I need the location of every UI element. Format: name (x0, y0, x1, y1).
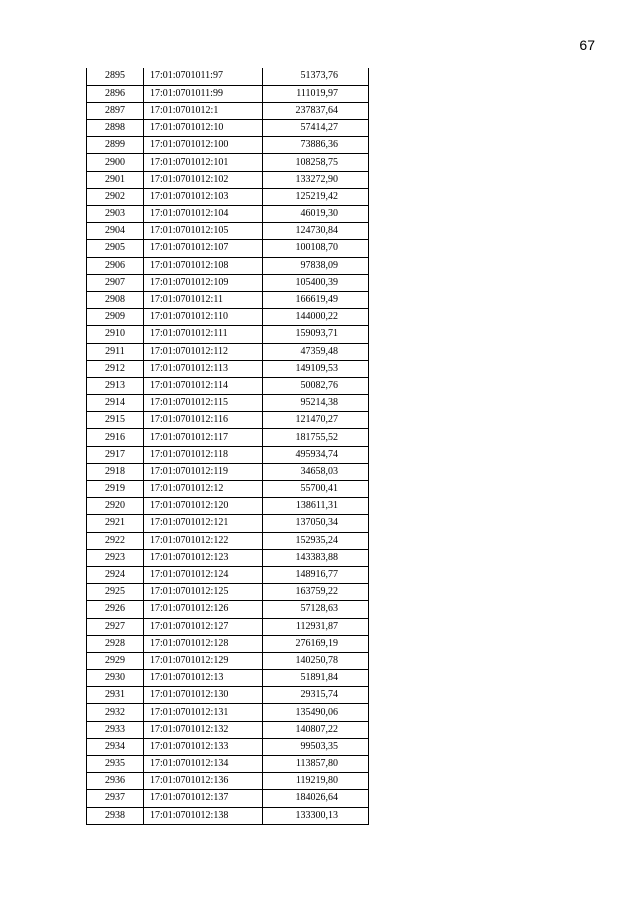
table-row (87, 790, 369, 807)
value-cell: 184026,64 (263, 790, 369, 807)
row-number-cell: 2921 (87, 515, 144, 532)
row-number-cell: 2924 (87, 566, 144, 583)
row-number-cell: 2913 (87, 377, 144, 394)
table-row (87, 670, 369, 687)
row-number-cell: 2933 (87, 721, 144, 738)
value-cell: 51891,84 (263, 670, 369, 687)
value-cell: 163759,22 (263, 584, 369, 601)
cadastral-number-cell: 17:01:0701012:118 (144, 446, 263, 463)
value-cell: 144000,22 (263, 309, 369, 326)
value-cell: 140807,22 (263, 721, 369, 738)
table-row (87, 807, 369, 824)
row-number-cell: 2904 (87, 223, 144, 240)
table-row (87, 463, 369, 480)
cadastral-number-cell: 17:01:0701012:104 (144, 206, 263, 223)
table-row (87, 618, 369, 635)
row-number-cell: 2906 (87, 257, 144, 274)
row-number-cell: 2917 (87, 446, 144, 463)
value-cell: 121470,27 (263, 412, 369, 429)
cadastral-number-cell: 17:01:0701012:134 (144, 756, 263, 773)
row-number-cell: 2937 (87, 790, 144, 807)
cadastral-number-cell: 17:01:0701012:121 (144, 515, 263, 532)
row-number-cell: 2936 (87, 773, 144, 790)
row-number-cell: 2926 (87, 601, 144, 618)
table-row (87, 446, 369, 463)
cadastral-number-cell: 17:01:0701012:138 (144, 807, 263, 824)
cadastral-number-cell: 17:01:0701012:136 (144, 773, 263, 790)
row-number-cell: 2896 (87, 85, 144, 102)
cadastral-number-cell: 17:01:0701012:131 (144, 704, 263, 721)
table-row (87, 635, 369, 652)
cadastral-number-cell: 17:01:0701012:102 (144, 171, 263, 188)
value-cell: 108258,75 (263, 154, 369, 171)
value-cell: 51373,76 (263, 68, 369, 85)
value-cell: 55700,41 (263, 481, 369, 498)
value-cell: 133300,13 (263, 807, 369, 824)
cadastral-number-cell: 17:01:0701012:115 (144, 395, 263, 412)
table-row (87, 309, 369, 326)
value-cell: 135490,06 (263, 704, 369, 721)
cadastral-number-cell: 17:01:0701012:132 (144, 721, 263, 738)
table-row (87, 532, 369, 549)
cadastral-number-cell: 17:01:0701012:117 (144, 429, 263, 446)
value-cell: 148916,77 (263, 566, 369, 583)
table-row (87, 360, 369, 377)
row-number-cell: 2927 (87, 618, 144, 635)
table-row (87, 257, 369, 274)
table-row (87, 687, 369, 704)
row-number-cell: 2930 (87, 670, 144, 687)
cadastral-number-cell: 17:01:0701012:133 (144, 738, 263, 755)
value-cell: 105400,39 (263, 274, 369, 291)
row-number-cell: 2938 (87, 807, 144, 824)
cadastral-number-cell: 17:01:0701012:126 (144, 601, 263, 618)
cadastral-number-cell: 17:01:0701012:124 (144, 566, 263, 583)
value-cell: 47359,48 (263, 343, 369, 360)
value-cell: 113857,80 (263, 756, 369, 773)
cadastral-number-cell: 17:01:0701012:103 (144, 188, 263, 205)
value-cell: 181755,52 (263, 429, 369, 446)
table-row (87, 549, 369, 566)
table-row (87, 154, 369, 171)
cadastral-number-cell: 17:01:0701012:113 (144, 360, 263, 377)
value-cell: 159093,71 (263, 326, 369, 343)
table-row (87, 704, 369, 721)
table-row (87, 137, 369, 154)
table-row (87, 102, 369, 119)
value-cell: 97838,09 (263, 257, 369, 274)
row-number-cell: 2923 (87, 549, 144, 566)
cadastral-number-cell: 17:01:0701012:114 (144, 377, 263, 394)
table-row (87, 721, 369, 738)
row-number-cell: 2903 (87, 206, 144, 223)
table-row (87, 395, 369, 412)
table-row (87, 188, 369, 205)
value-cell: 133272,90 (263, 171, 369, 188)
table-row (87, 377, 369, 394)
row-number-cell: 2910 (87, 326, 144, 343)
cadastral-number-cell: 17:01:0701012:105 (144, 223, 263, 240)
cadastral-number-cell: 17:01:0701012:13 (144, 670, 263, 687)
cadastral-number-cell: 17:01:0701012:112 (144, 343, 263, 360)
row-number-cell: 2907 (87, 274, 144, 291)
cadastral-number-cell: 17:01:0701012:129 (144, 652, 263, 669)
table-row (87, 773, 369, 790)
value-cell: 495934,74 (263, 446, 369, 463)
cadastral-number-cell: 17:01:0701012:107 (144, 240, 263, 257)
value-cell: 137050,34 (263, 515, 369, 532)
table-row (87, 120, 369, 137)
row-number-cell: 2902 (87, 188, 144, 205)
cadastral-number-cell: 17:01:0701012:128 (144, 635, 263, 652)
cadastral-number-cell: 17:01:0701012:130 (144, 687, 263, 704)
row-number-cell: 2897 (87, 102, 144, 119)
table-row (87, 601, 369, 618)
row-number-cell: 2912 (87, 360, 144, 377)
row-number-cell: 2920 (87, 498, 144, 515)
row-number-cell: 2899 (87, 137, 144, 154)
cadastral-number-cell: 17:01:0701011:99 (144, 85, 263, 102)
page-number: 67 (579, 37, 595, 53)
value-cell: 119219,80 (263, 773, 369, 790)
cadastral-number-cell: 17:01:0701012:125 (144, 584, 263, 601)
cadastral-number-cell: 17:01:0701012:1 (144, 102, 263, 119)
row-number-cell: 2934 (87, 738, 144, 755)
cadastral-number-cell: 17:01:0701012:137 (144, 790, 263, 807)
cadastral-number-cell: 17:01:0701012:101 (144, 154, 263, 171)
cadastral-number-cell: 17:01:0701012:110 (144, 309, 263, 326)
value-cell: 140250,78 (263, 652, 369, 669)
row-number-cell: 2915 (87, 412, 144, 429)
value-cell: 100108,70 (263, 240, 369, 257)
value-cell: 149109,53 (263, 360, 369, 377)
table-row (87, 566, 369, 583)
row-number-cell: 2918 (87, 463, 144, 480)
table-row (87, 326, 369, 343)
value-cell: 95214,38 (263, 395, 369, 412)
table-row (87, 274, 369, 291)
value-cell: 152935,24 (263, 532, 369, 549)
value-cell: 29315,74 (263, 687, 369, 704)
cadastral-number-cell: 17:01:0701011:97 (144, 68, 263, 85)
table-row (87, 223, 369, 240)
value-cell: 166619,49 (263, 291, 369, 308)
value-cell: 125219,42 (263, 188, 369, 205)
row-number-cell: 2928 (87, 635, 144, 652)
cadastral-number-cell: 17:01:0701012:122 (144, 532, 263, 549)
cadastral-number-cell: 17:01:0701012:10 (144, 120, 263, 137)
value-cell: 111019,97 (263, 85, 369, 102)
row-number-cell: 2914 (87, 395, 144, 412)
value-cell: 73886,36 (263, 137, 369, 154)
table-row (87, 206, 369, 223)
cadastral-value-table (86, 68, 369, 825)
cadastral-number-cell: 17:01:0701012:127 (144, 618, 263, 635)
value-cell: 99503,35 (263, 738, 369, 755)
table-row (87, 584, 369, 601)
row-number-cell: 2911 (87, 343, 144, 360)
value-cell: 112931,87 (263, 618, 369, 635)
value-cell: 34658,03 (263, 463, 369, 480)
table-row (87, 68, 369, 85)
row-number-cell: 2900 (87, 154, 144, 171)
table-row (87, 481, 369, 498)
row-number-cell: 2909 (87, 309, 144, 326)
value-cell: 138611,31 (263, 498, 369, 515)
cadastral-number-cell: 17:01:0701012:116 (144, 412, 263, 429)
row-number-cell: 2895 (87, 68, 144, 85)
value-cell: 57414,27 (263, 120, 369, 137)
row-number-cell: 2925 (87, 584, 144, 601)
table-body (87, 68, 369, 824)
value-cell: 143383,88 (263, 549, 369, 566)
value-cell: 46019,30 (263, 206, 369, 223)
value-cell: 50082,76 (263, 377, 369, 394)
row-number-cell: 2898 (87, 120, 144, 137)
table-row (87, 498, 369, 515)
value-cell: 57128,63 (263, 601, 369, 618)
table-row (87, 652, 369, 669)
cadastral-number-cell: 17:01:0701012:119 (144, 463, 263, 480)
table-row (87, 515, 369, 532)
row-number-cell: 2932 (87, 704, 144, 721)
row-number-cell: 2905 (87, 240, 144, 257)
table-row (87, 85, 369, 102)
value-cell: 276169,19 (263, 635, 369, 652)
table-row (87, 171, 369, 188)
cadastral-number-cell: 17:01:0701012:109 (144, 274, 263, 291)
row-number-cell: 2908 (87, 291, 144, 308)
cadastral-number-cell: 17:01:0701012:123 (144, 549, 263, 566)
row-number-cell: 2931 (87, 687, 144, 704)
table-row (87, 412, 369, 429)
table-row (87, 291, 369, 308)
cadastral-number-cell: 17:01:0701012:100 (144, 137, 263, 154)
table-row (87, 738, 369, 755)
row-number-cell: 2935 (87, 756, 144, 773)
table-row (87, 429, 369, 446)
row-number-cell: 2929 (87, 652, 144, 669)
row-number-cell: 2916 (87, 429, 144, 446)
cadastral-number-cell: 17:01:0701012:120 (144, 498, 263, 515)
table-row (87, 756, 369, 773)
row-number-cell: 2922 (87, 532, 144, 549)
table-row (87, 240, 369, 257)
cadastral-number-cell: 17:01:0701012:11 (144, 291, 263, 308)
cadastral-number-cell: 17:01:0701012:111 (144, 326, 263, 343)
value-cell: 237837,64 (263, 102, 369, 119)
row-number-cell: 2919 (87, 481, 144, 498)
cadastral-number-cell: 17:01:0701012:108 (144, 257, 263, 274)
row-number-cell: 2901 (87, 171, 144, 188)
cadastral-number-cell: 17:01:0701012:12 (144, 481, 263, 498)
value-cell: 124730,84 (263, 223, 369, 240)
table-row (87, 343, 369, 360)
